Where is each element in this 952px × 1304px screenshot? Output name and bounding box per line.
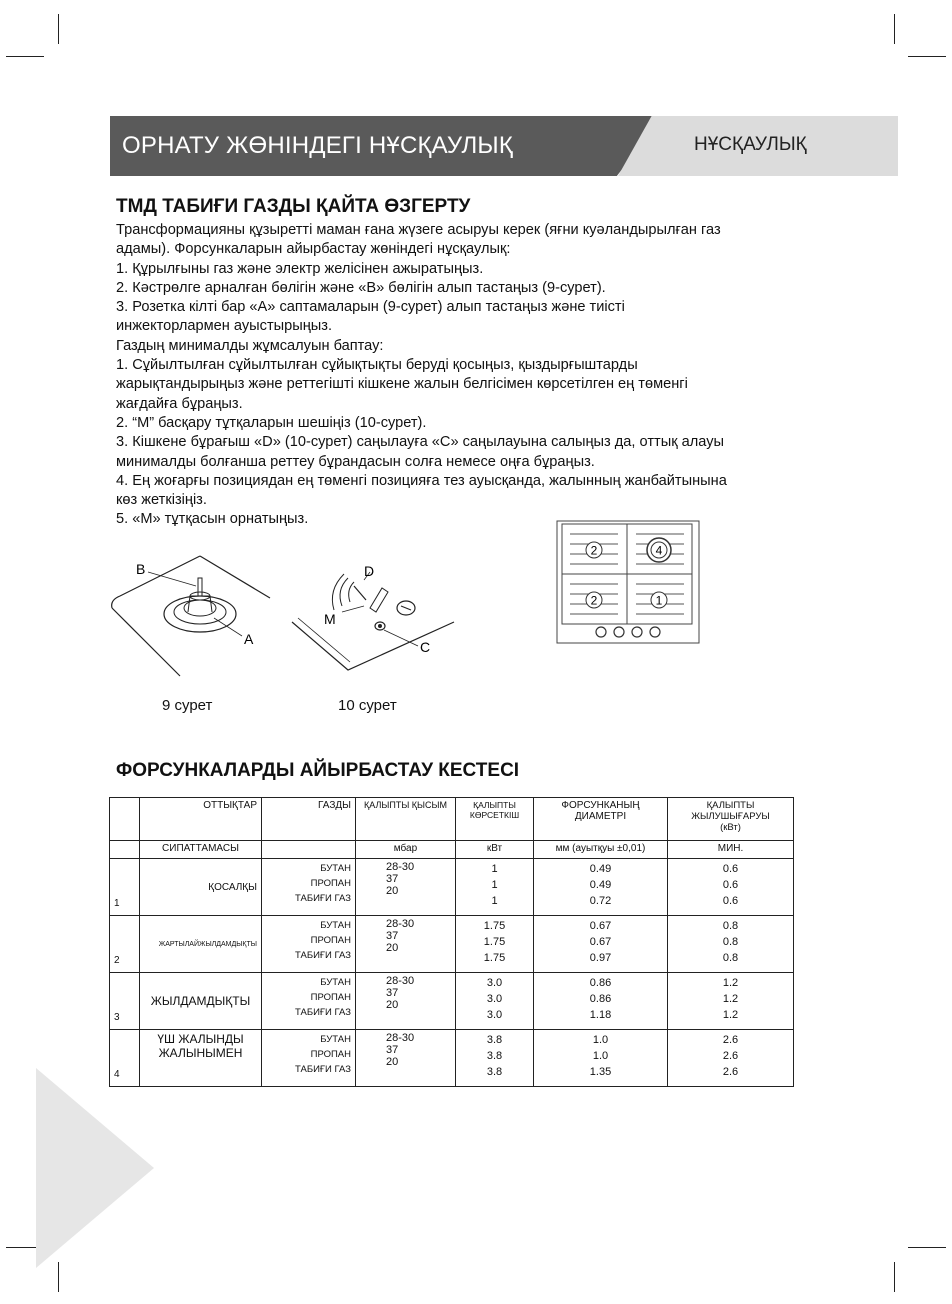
instruction-line: 2. “М” басқару тұтқаларын шешіңіз (10-сурет). <box>116 414 427 431</box>
instruction-line: 3. Розетка кілті бар «А» саптамаларын (9-сурет) алып тастаңыз және тиісті <box>116 299 625 316</box>
instruction-line: адамы). Форсункаларын айырбастау жөніндегі нұсқаулық: <box>116 241 511 258</box>
pressure-values: 28-30 37 20 <box>356 1030 456 1087</box>
hob-top-view-diagram <box>556 520 700 644</box>
label-m: M <box>324 611 336 627</box>
gas-types: БУТАН ПРОПАН ТАБИҒИ ГАЗ <box>262 859 356 916</box>
instruction-line: жарықтандырыңыз және реттегішті кішкене жалын белгісімен көрсетілген ең төменгі <box>116 376 688 393</box>
figure-10-adjustment-diagram <box>286 560 456 680</box>
power-values: 3.0 3.0 3.0 <box>456 973 534 1030</box>
injector-table <box>109 797 794 1087</box>
header-cell <box>110 798 140 841</box>
table-row <box>110 859 794 916</box>
burner-label: 1 <box>655 593 663 608</box>
subheader-heat-min: МИН. <box>668 841 794 859</box>
header-heat <box>668 798 794 841</box>
pressure-values: 28-30 37 20 <box>356 916 456 973</box>
crop-mark <box>6 56 44 57</box>
section-title: ТМД ТАБИҒИ ГАЗДЫ ҚАЙТА ӨЗГЕРТУ <box>116 196 471 217</box>
section-tab: НҰСҚАУЛЫҚ <box>694 134 807 155</box>
crop-mark <box>58 14 59 44</box>
burner-name: ҚОСАЛҚЫ <box>140 859 262 916</box>
burner-name: ЖАРТЫЛАЙЖЫЛДАМДЫҚТЫ <box>140 916 262 973</box>
row-number: 4 <box>110 1030 140 1087</box>
instruction-line: көз жеткізіңіз. <box>116 492 207 509</box>
table-row <box>110 973 794 1030</box>
table-title: ФОРСУНКАЛАРДЫ АЙЫРБАСТАУ КЕСТЕСІ <box>116 760 520 781</box>
power-values: 1.75 1.75 1.75 <box>456 916 534 973</box>
power-values: 1 1 1 <box>456 859 534 916</box>
power-values: 3.8 3.8 3.8 <box>456 1030 534 1087</box>
instruction-line: 1. Сұйылтылған сұйылтылған сұйықтықты беруді қосыңыз, қыздырғыштарды <box>116 357 638 374</box>
header-heat-unit: (кВт) <box>720 822 741 833</box>
instruction-line: 2. Кәстрөлге арналған бөлігін және «В» бөлігін алып тастаңыз (9-сурет). <box>116 279 606 296</box>
diameter-values: 0.86 0.86 1.18 <box>534 973 668 1030</box>
header-heat-label: ҚАЛЫПТЫ ЖЫЛУШЫҒАРУЫ <box>691 800 770 822</box>
gas-types: БУТАН ПРОПАН ТАБИҒИ ГАЗ <box>262 916 356 973</box>
table-row <box>110 916 794 973</box>
label-d: D <box>364 563 375 579</box>
instruction-line: 4. Ең жоғарғы позициядан ең төменгі позицияға тез ауысқанда, жалынның жанбайтынына <box>116 472 727 489</box>
crop-mark <box>908 56 946 57</box>
pressure-values: 28-30 37 20 <box>356 859 456 916</box>
header-pressure: ҚАЛЫПТЫ ҚЫСЫМ <box>356 798 456 841</box>
table-header-row <box>110 798 794 841</box>
instruction-line: минималды болғанша реттеу бұрандасын солға немесе оңға бұраңыз. <box>116 453 595 470</box>
label-c: C <box>420 639 431 655</box>
heat-values: 0.6 0.6 0.6 <box>668 859 794 916</box>
crop-mark <box>894 1262 895 1292</box>
instructions-text <box>116 221 806 530</box>
instruction-line: Газдың минималды жұмсалуын баптау: <box>116 337 384 354</box>
burner-label: 2 <box>590 593 598 608</box>
header-burners: ОТТЫҚТАР <box>140 798 262 841</box>
crop-mark <box>908 1247 946 1248</box>
page-title: ОРНАТУ ЖӨНІНДЕГІ НҰСҚАУЛЫҚ <box>122 132 514 159</box>
heat-values: 1.2 1.2 1.2 <box>668 973 794 1030</box>
figure-9-caption: 9 сурет <box>162 697 213 714</box>
table-row <box>110 1030 794 1087</box>
burner-name: ЖЫЛДАМДЫҚТЫ <box>140 973 262 1030</box>
subheader-cell <box>262 841 356 859</box>
instruction-line: жағдайға бұраңыз. <box>116 395 243 412</box>
crop-mark <box>894 14 895 44</box>
subheader-characteristic: СИПАТТАМАСЫ <box>140 841 262 859</box>
figure-9-nozzle-diagram <box>100 548 280 688</box>
heat-values: 2.6 2.6 2.6 <box>668 1030 794 1087</box>
subheader-cell <box>110 841 140 859</box>
page-corner-decoration <box>36 1068 154 1268</box>
table-body <box>110 859 794 1087</box>
diameter-values: 0.49 0.49 0.72 <box>534 859 668 916</box>
instruction-line: Трансформацияны құзыретті маман ғана жүзеге асыруы керек (яғни куәландырылған газ <box>116 222 721 238</box>
header-power: ҚАЛЫПТЫ КӨРСЕТКІШ <box>456 798 534 841</box>
subheader-diameter-unit: мм (ауытқуы ±0,01) <box>534 841 668 859</box>
label-b: B <box>136 561 146 577</box>
burner-label: 2 <box>590 543 598 558</box>
burner-name: ҮШ ЖАЛЫНДЫ ЖАЛЫНЫМЕН <box>140 1030 262 1087</box>
diameter-values: 1.0 1.0 1.35 <box>534 1030 668 1087</box>
diameter-values: 0.67 0.67 0.97 <box>534 916 668 973</box>
instruction-line: 3. Кішкене бұрағыш «D» (10-сурет) саңылауға «С» саңылауына салыңыз да, оттық алауы <box>116 434 724 451</box>
instruction-line: 5. «М» тұтқасын орнатыңыз. <box>116 511 309 528</box>
gas-types: БУТАН ПРОПАН ТАБИҒИ ГАЗ <box>262 1030 356 1087</box>
header-gas: ГАЗДЫ <box>262 798 356 841</box>
row-number: 3 <box>110 973 140 1030</box>
heat-values: 0.8 0.8 0.8 <box>668 916 794 973</box>
table-subheader-row <box>110 841 794 859</box>
row-number: 2 <box>110 916 140 973</box>
pressure-values: 28-30 37 20 <box>356 973 456 1030</box>
subheader-pressure-unit: мбар <box>356 841 456 859</box>
label-a: A <box>244 631 254 647</box>
gas-types: БУТАН ПРОПАН ТАБИҒИ ГАЗ <box>262 973 356 1030</box>
figure-10-caption: 10 сурет <box>338 697 397 714</box>
instruction-line: инжекторлармен ауыстырыңыз. <box>116 318 333 335</box>
burner-label: 4 <box>655 543 663 558</box>
row-number: 1 <box>110 859 140 916</box>
instruction-line: 1. Құрылғыны газ және электр желісінен ажыратыңыз. <box>116 260 484 277</box>
subheader-power-unit: кВт <box>456 841 534 859</box>
header-diameter: ФОРСУНКАНЫҢ ДИАМЕТРІ <box>534 798 668 841</box>
crop-mark <box>58 1262 59 1292</box>
